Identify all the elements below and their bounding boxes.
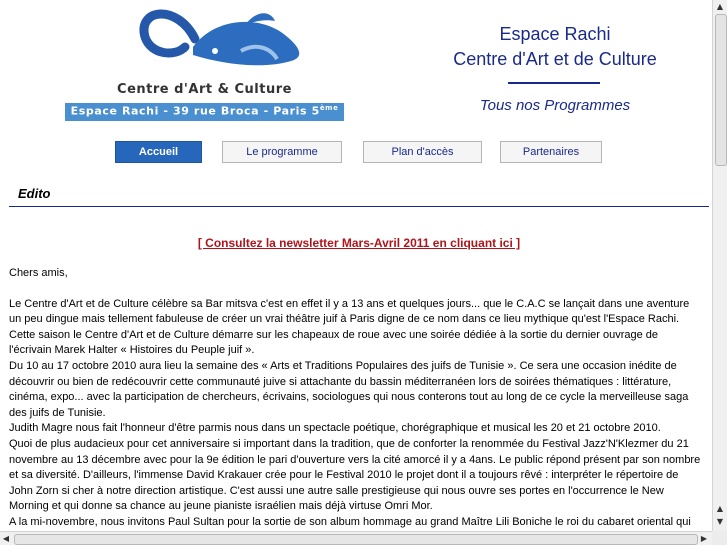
edito-paragraph: A la mi-novembre, nous invitons Paul Sultan pour la sortie de son album hommage au grand Maître Lili Boniche le roi du cabaret oriental qui (9, 515, 691, 528)
vertical-scroll-thumb[interactable] (715, 14, 727, 166)
horizontal-scrollbar[interactable] (0, 531, 712, 545)
edito-paragraph: Quoi de plus audacieux pour cet anniversaire si important dans la tradition, que de conforter la renommée du Festival Jazz'N'Klezmer du 21 novembre au 13 décembre avec pour la 9e édition le pari d'ouverture vers la cité amorcé il y a 4ans. Le public répond présent par son nombre et sa diversité. D'ailleurs, l'immense David Krakauer crée pour le Festival 2010 le projet dont il a toujours rêvé : interpréter le répertoire de John Zorn si cher à notre direction artistique. C'est aussi une autre salle prestigieuse qui nous ouvre ses portes en l'occurrence le New Morning et qui donne sa chance au jeune pianiste israélien mais déjà virtuse Omri Mor. (9, 437, 701, 513)
edito-paragraph: Le Centre d'Art et de Culture célèbre sa Bar mitsva c'est en effet il y a 13 ans et quelques jours... que le C.A.C se lançait dans une aventure un peu dingue mais tellement fabuleuse de créer un vrai théâtre juif à Paris digne de ce nom dans ce lieu mythique qu'est l'Espace Rachi. (9, 297, 690, 326)
edito-paragraph: Judith Magre nous fait l'honneur d'être parmis nous dans un spectacle poétique, chorégraphique et musical les 20 et 21 octobre 2010. (9, 422, 661, 435)
vertical-scrollbar[interactable] (712, 0, 727, 531)
edito-body (9, 266, 703, 531)
title-divider (508, 82, 600, 84)
scroll-up-icon[interactable]: ▲ (716, 504, 724, 513)
nav-programme-button[interactable]: Le programme (222, 141, 342, 163)
site-logo[interactable] (65, 7, 344, 121)
nav-partenaires-button[interactable]: Partenaires (500, 141, 602, 163)
scroll-left-icon[interactable]: ◀ (2, 534, 10, 543)
scroll-up-icon[interactable]: ▲ (716, 2, 724, 11)
fish-logo-icon (65, 7, 344, 87)
edito-divider (9, 206, 709, 207)
nav-accueil-button[interactable]: Accueil (115, 141, 202, 163)
edito-paragraph: Du 10 au 17 octobre 2010 aura lieu la semaine des « Arts et Traditions Populaires des juifs de Tunisie ». Ce sera une occasion inédite de découvrir ou bien de redécouvrir cette communauté juive si attachante du bassin méditerranéen lors de soirées thématiques : littérature, cinéma, expo... avec la participation de chercheurs, écrivains, sociologues qui nous conterons tout au long de ce cycle la merveilleuse saga des juifs de Tunisie. (9, 359, 689, 419)
logo-address: Espace Rachi - 39 rue Broca - Paris 5ème (70, 104, 339, 118)
scroll-right-icon[interactable]: ▶ (700, 534, 708, 543)
site-subtitle: Centre d'Art et de Culture (453, 49, 657, 69)
edito-paragraph: Cette saison le Centre d'Art et de Culture démarre sur les chapeaux de roue avec une soirée dédiée à la sortie du dernier ouvrage de l'écrivain Marek Halter « Histoires du Peuple juif ». (9, 328, 659, 357)
horizontal-scroll-thumb[interactable] (14, 534, 698, 545)
all-programs-link[interactable]: Tous nos Programmes (479, 97, 631, 114)
nav-plan-acces-button[interactable]: Plan d'accès (363, 141, 482, 163)
logo-tagline: Centre d'Art & Culture (117, 82, 292, 97)
scroll-down-icon[interactable]: ▼ (716, 517, 724, 526)
newsletter-link[interactable]: [ Consultez la newsletter Mars-Avril 2011 en cliquant ici ] (197, 236, 521, 250)
greeting: Chers amis, (9, 267, 68, 279)
edito-heading: Edito (18, 186, 51, 201)
site-title: Espace Rachi (499, 24, 611, 44)
scrollbar-corner (712, 531, 727, 545)
